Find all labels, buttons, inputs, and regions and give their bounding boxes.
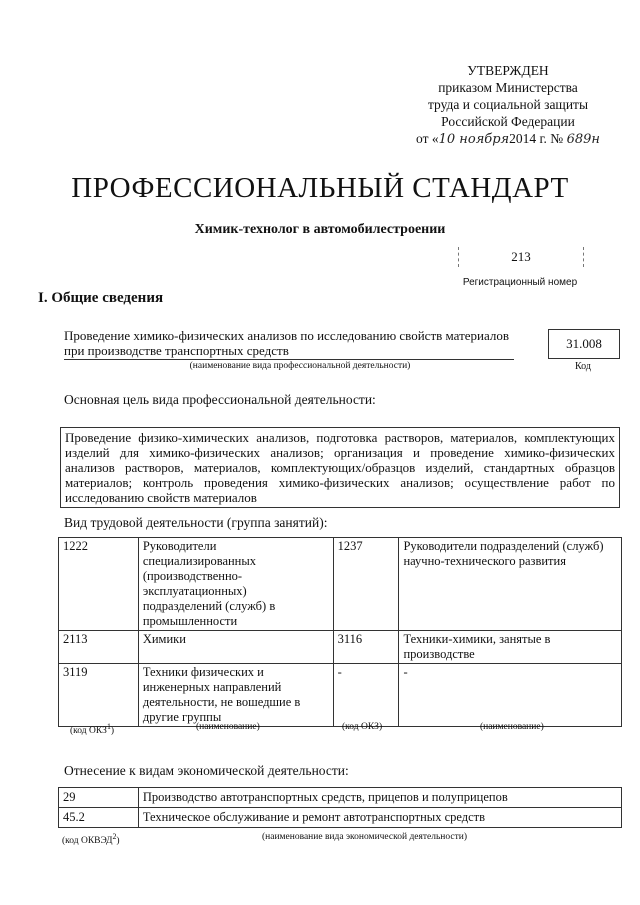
page-subtitle: Химик-технолог в автомобилестроении bbox=[194, 222, 446, 237]
activity-name: Проведение химико-физических анализов по исследованию свойств материалов при производстве транспортных средств bbox=[64, 328, 514, 360]
activity-code-caption: Код bbox=[575, 361, 591, 372]
date-year: 2014 г. № bbox=[509, 131, 564, 146]
table-row bbox=[59, 538, 622, 631]
okz-code: 3119 bbox=[59, 664, 139, 727]
activity-caption: (наименование вида профессиональной деятельности) bbox=[189, 361, 411, 371]
registration-number: 213 bbox=[458, 247, 584, 267]
approval-line-ministry: труда и социальной защиты bbox=[427, 97, 589, 112]
okved-code: 29 bbox=[59, 788, 139, 808]
okz-name: Техники физических и инженерных направлений деятельности, не вошедшие в другие группы bbox=[138, 664, 333, 727]
okved-name: Техническое обслуживание и ремонт автотранспортных средств bbox=[138, 808, 621, 828]
okz-name: - bbox=[399, 664, 622, 727]
approval-date-line bbox=[398, 130, 618, 148]
approval-line-order: приказом Министерства bbox=[438, 80, 578, 95]
okz-code: - bbox=[333, 664, 399, 727]
okz-code: 1237 bbox=[333, 538, 399, 631]
activity-code: 31.008 bbox=[548, 329, 620, 359]
okz-name: Руководители подразделений (служб) научно-технического развития bbox=[399, 538, 622, 631]
okz-name: Руководители специализированных (производственно-эксплуатационных) подразделений (служб) в промышленности bbox=[138, 538, 333, 631]
okz-code: 2113 bbox=[59, 631, 139, 664]
table-row bbox=[59, 788, 622, 808]
table-row bbox=[59, 808, 622, 828]
page-title: ПРОФЕССИОНАЛЬНЫЙ СТАНДАРТ bbox=[71, 172, 569, 204]
approval-line-country: Российской Федерации bbox=[441, 114, 575, 129]
economic-label: Отнесение к видам экономической деятельности: bbox=[64, 763, 349, 778]
section-title: I. Общие сведения bbox=[38, 290, 164, 306]
economic-table bbox=[58, 787, 622, 828]
handwritten-number: 689н bbox=[566, 132, 600, 147]
okved-code: 45.2 bbox=[59, 808, 139, 828]
handwritten-date: 10 ноября bbox=[438, 132, 510, 147]
okved-name-caption: (наименование вида экономической деятельности) bbox=[262, 832, 467, 842]
okz-name: Техники-химики, занятые в производстве bbox=[399, 631, 622, 664]
okz-name: Химики bbox=[138, 631, 333, 664]
occupations-label: Вид трудовой деятельности (группа занятий): bbox=[64, 515, 328, 530]
date-prefix: от « bbox=[416, 131, 439, 146]
okz-code-caption: (код ОКЗ$^1$) bbox=[70, 722, 115, 737]
goal-label: Основная цель вида профессиональной деятельности: bbox=[64, 392, 376, 407]
okz-name-caption: (наименование) bbox=[196, 722, 260, 732]
okved-name: Производство автотранспортных средств, прицепов и полуприцепов bbox=[138, 788, 621, 808]
table-row bbox=[59, 664, 622, 727]
okz-name-caption-2: (наименование) bbox=[480, 722, 544, 732]
occupations-table bbox=[58, 537, 622, 727]
okz-code-caption-2: (код ОКЗ) bbox=[342, 722, 383, 732]
approval-line-approved: УТВЕРЖДЕН bbox=[467, 63, 549, 78]
goal-text: Проведение физико-химических анализов, подготовка растворов, материалов, комплектующих изделий для химико-физических анализов; организация и проведение химико-физических анализов растворов, материалов, комплектующих/образцов изделий, стандартных образцов материалов; контроль проведения химико-физических анализов; осуществление работ по исследованию свойств материалов bbox=[60, 427, 620, 508]
okved-code-caption: (код ОКВЭД$^2$) bbox=[62, 832, 120, 847]
okz-code: 3116 bbox=[333, 631, 399, 664]
okz-code: 1222 bbox=[59, 538, 139, 631]
registration-caption: Регистрационный номер bbox=[462, 277, 578, 288]
table-row bbox=[59, 631, 622, 664]
approval-block bbox=[398, 62, 618, 148]
